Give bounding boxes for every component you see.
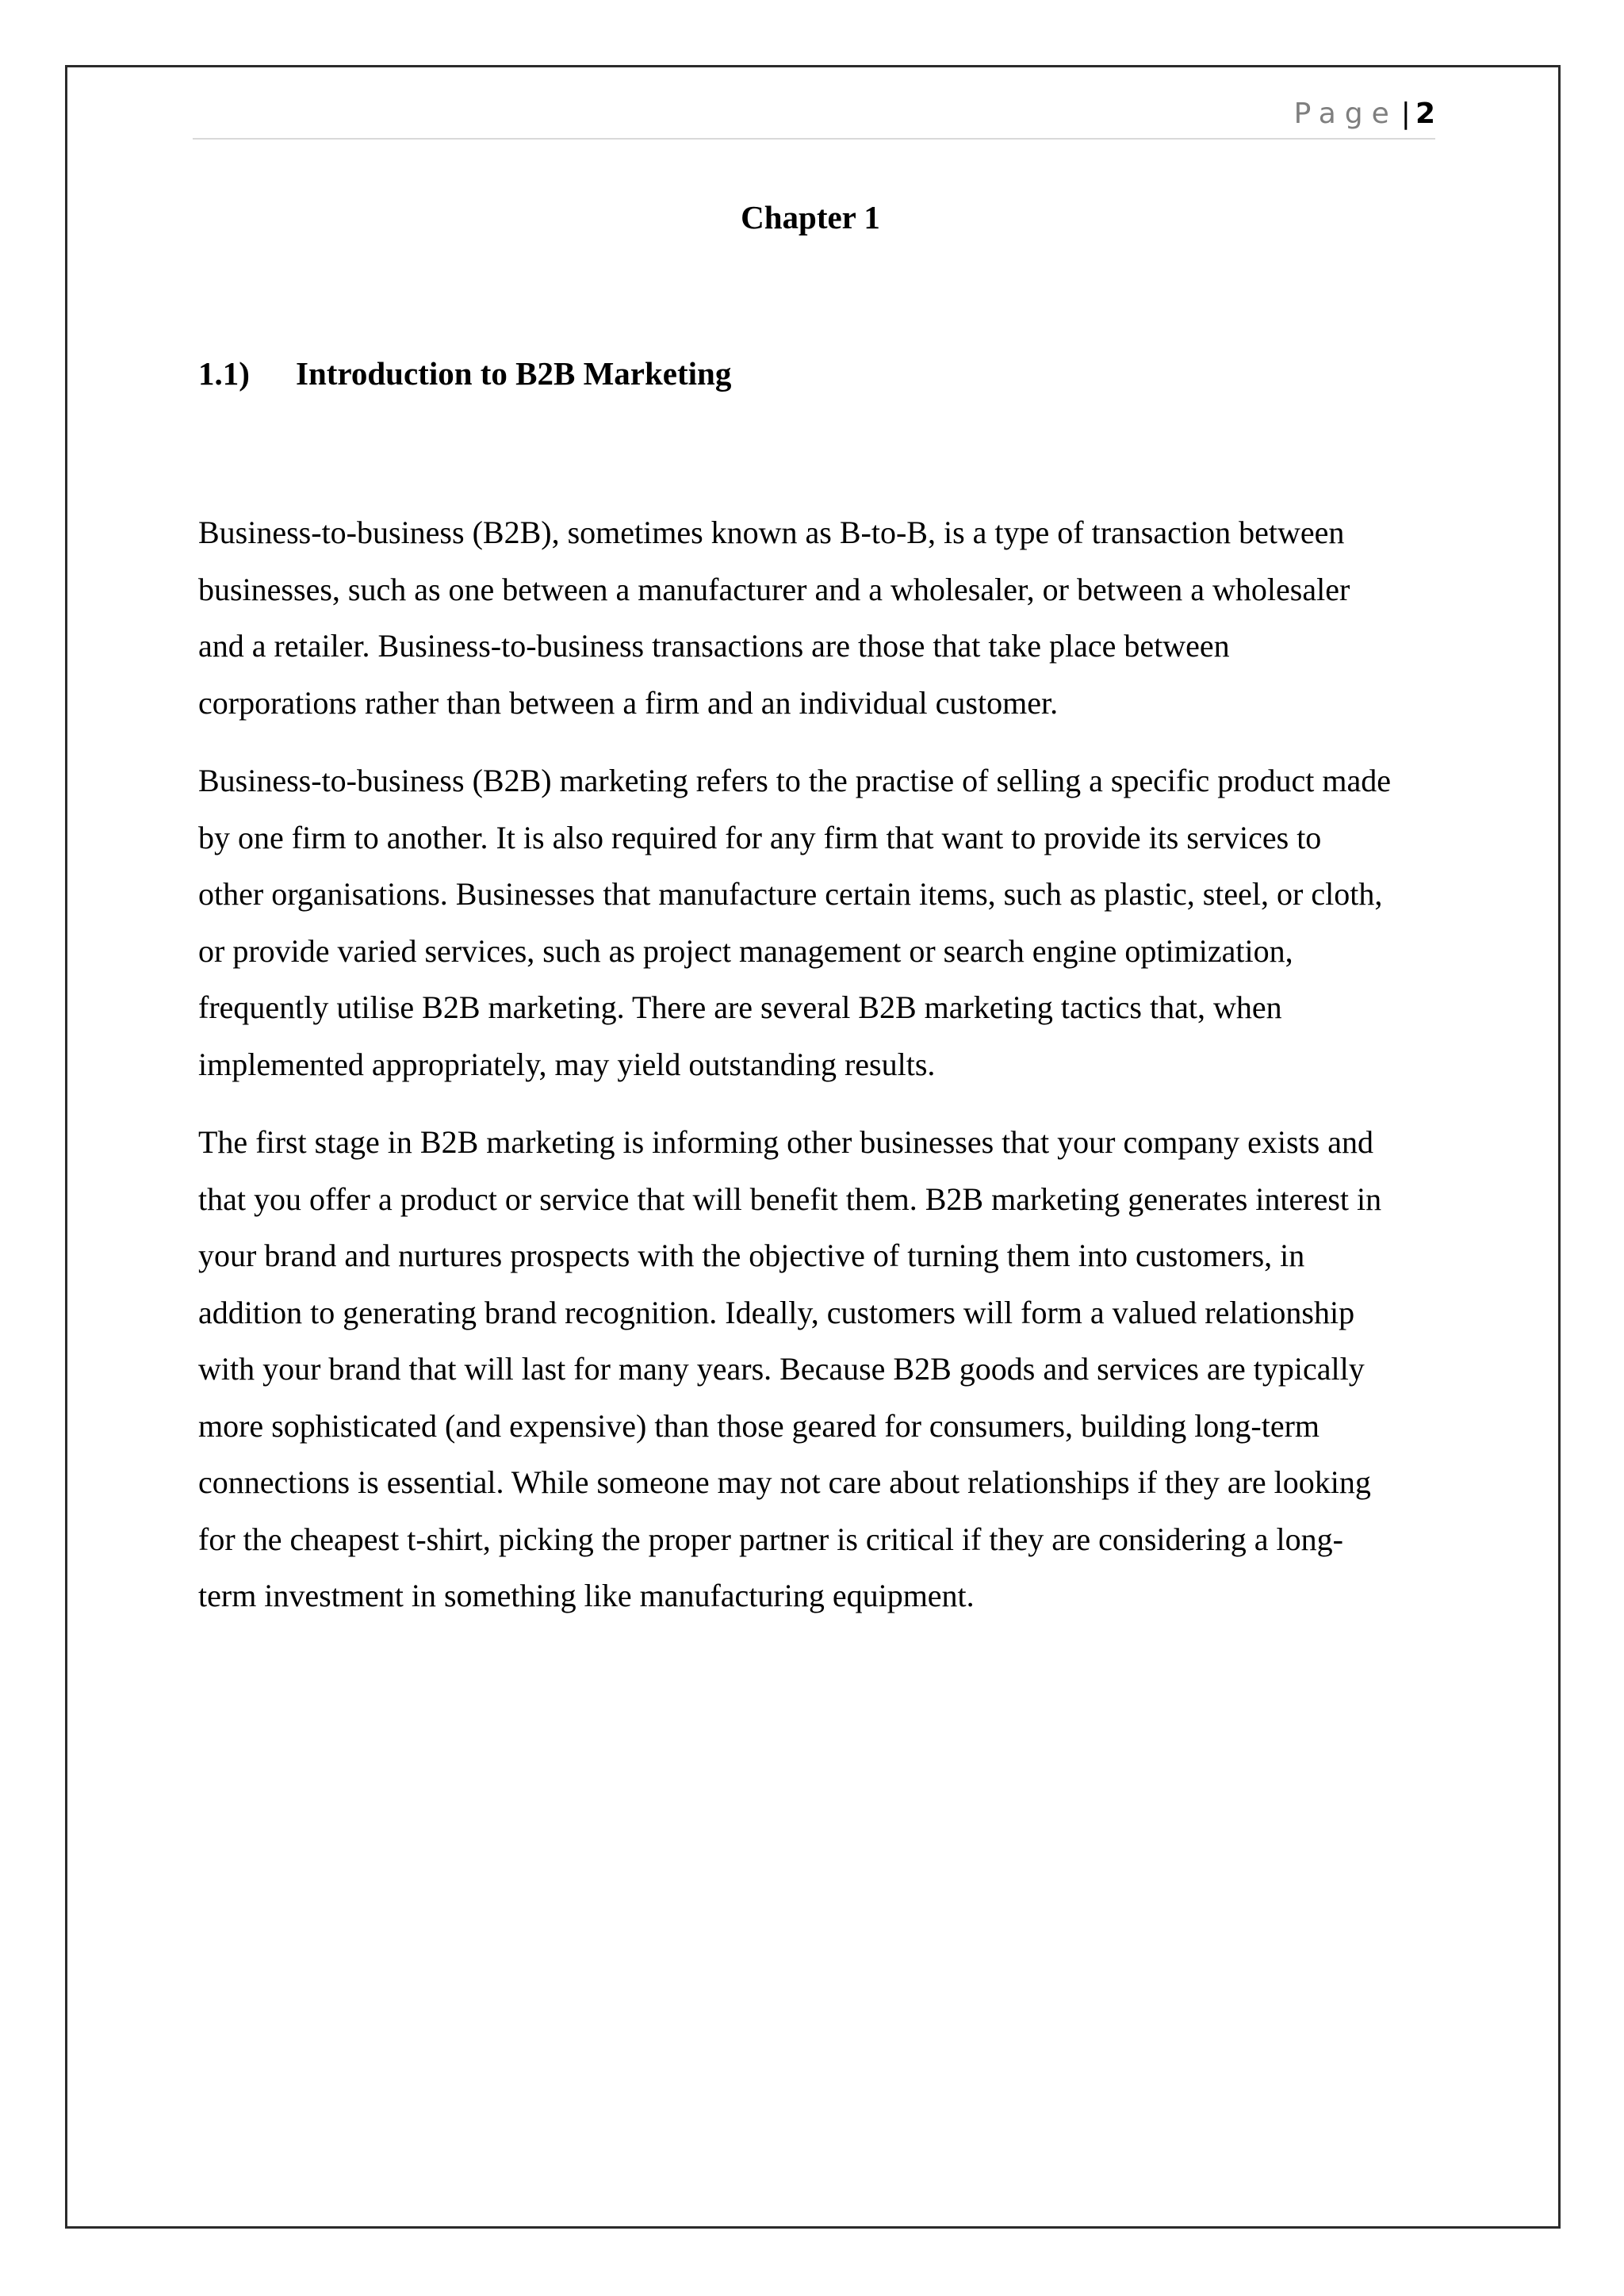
body-text <box>198 504 1451 1646</box>
text-line: The first stage in B2B marketing is informing other businesses that your company exists and <box>198 1124 1373 1160</box>
page-word: Page <box>1293 98 1398 130</box>
text-line: and a retailer. Business-to-business transactions are those that take place between <box>198 628 1230 664</box>
text-line: other organisations. Businesses that manufacture certain items, such as plastic, steel, or cloth, <box>198 876 1383 912</box>
text-line: connections is essential. While someone may not care about relationships if they are looking <box>198 1464 1371 1500</box>
text-line: more sophisticated (and expensive) than those geared for consumers, building long-term <box>198 1407 1320 1444</box>
paragraph <box>198 504 1451 731</box>
text-line: term investment in something like manufacturing equipment. <box>198 1578 975 1613</box>
text-line: by one firm to another. It is also required for any firm that want to provide its services to <box>198 819 1322 855</box>
page-number: 2 <box>1415 98 1435 130</box>
paragraph <box>198 1114 1451 1624</box>
text-line: addition to generating brand recognition. Ideally, customers will form a valued relationship <box>198 1294 1355 1330</box>
text-line: Business-to-business (B2B) marketing refers to the practise of selling a specific product made <box>198 763 1392 798</box>
paragraph <box>198 752 1451 1093</box>
chapter-title-text: Chapter 1 <box>741 199 880 235</box>
text-line: for the cheapest t-shirt, picking the proper partner is critical if they are considering a long- <box>198 1521 1343 1557</box>
text-line: Business-to-business (B2B), sometimes known as B-to-B, is a type of transaction between <box>198 515 1345 550</box>
text-line: frequently utilise B2B marketing. There are several B2B marketing tactics that, when <box>198 989 1282 1025</box>
text-line: implemented appropriately, may yield outstanding results. <box>198 1046 936 1082</box>
section-title: Introduction to B2B Marketing <box>296 355 732 392</box>
text-line: your brand and nurtures prospects with the objective of turning them into customers, in <box>198 1238 1305 1273</box>
section-number: 1.1) <box>198 355 250 392</box>
text-line: that you offer a product or service that will benefit them. B2B marketing generates interest in <box>198 1181 1382 1217</box>
chapter-title <box>0 193 1624 241</box>
page-number-label <box>1294 97 1435 132</box>
text-line: businesses, such as one between a manufacturer and a wholesaler, or between a wholesaler <box>198 571 1350 607</box>
text-line: corporations rather than between a firm and an individual customer. <box>198 684 1059 721</box>
section-heading <box>198 350 731 397</box>
page-header <box>193 95 1435 140</box>
text-line: or provide varied services, such as project management or search engine optimization, <box>198 932 1293 969</box>
text-line: with your brand that will last for many years. Because B2B goods and services are typically <box>198 1351 1365 1387</box>
page-separator: | <box>1400 98 1411 130</box>
